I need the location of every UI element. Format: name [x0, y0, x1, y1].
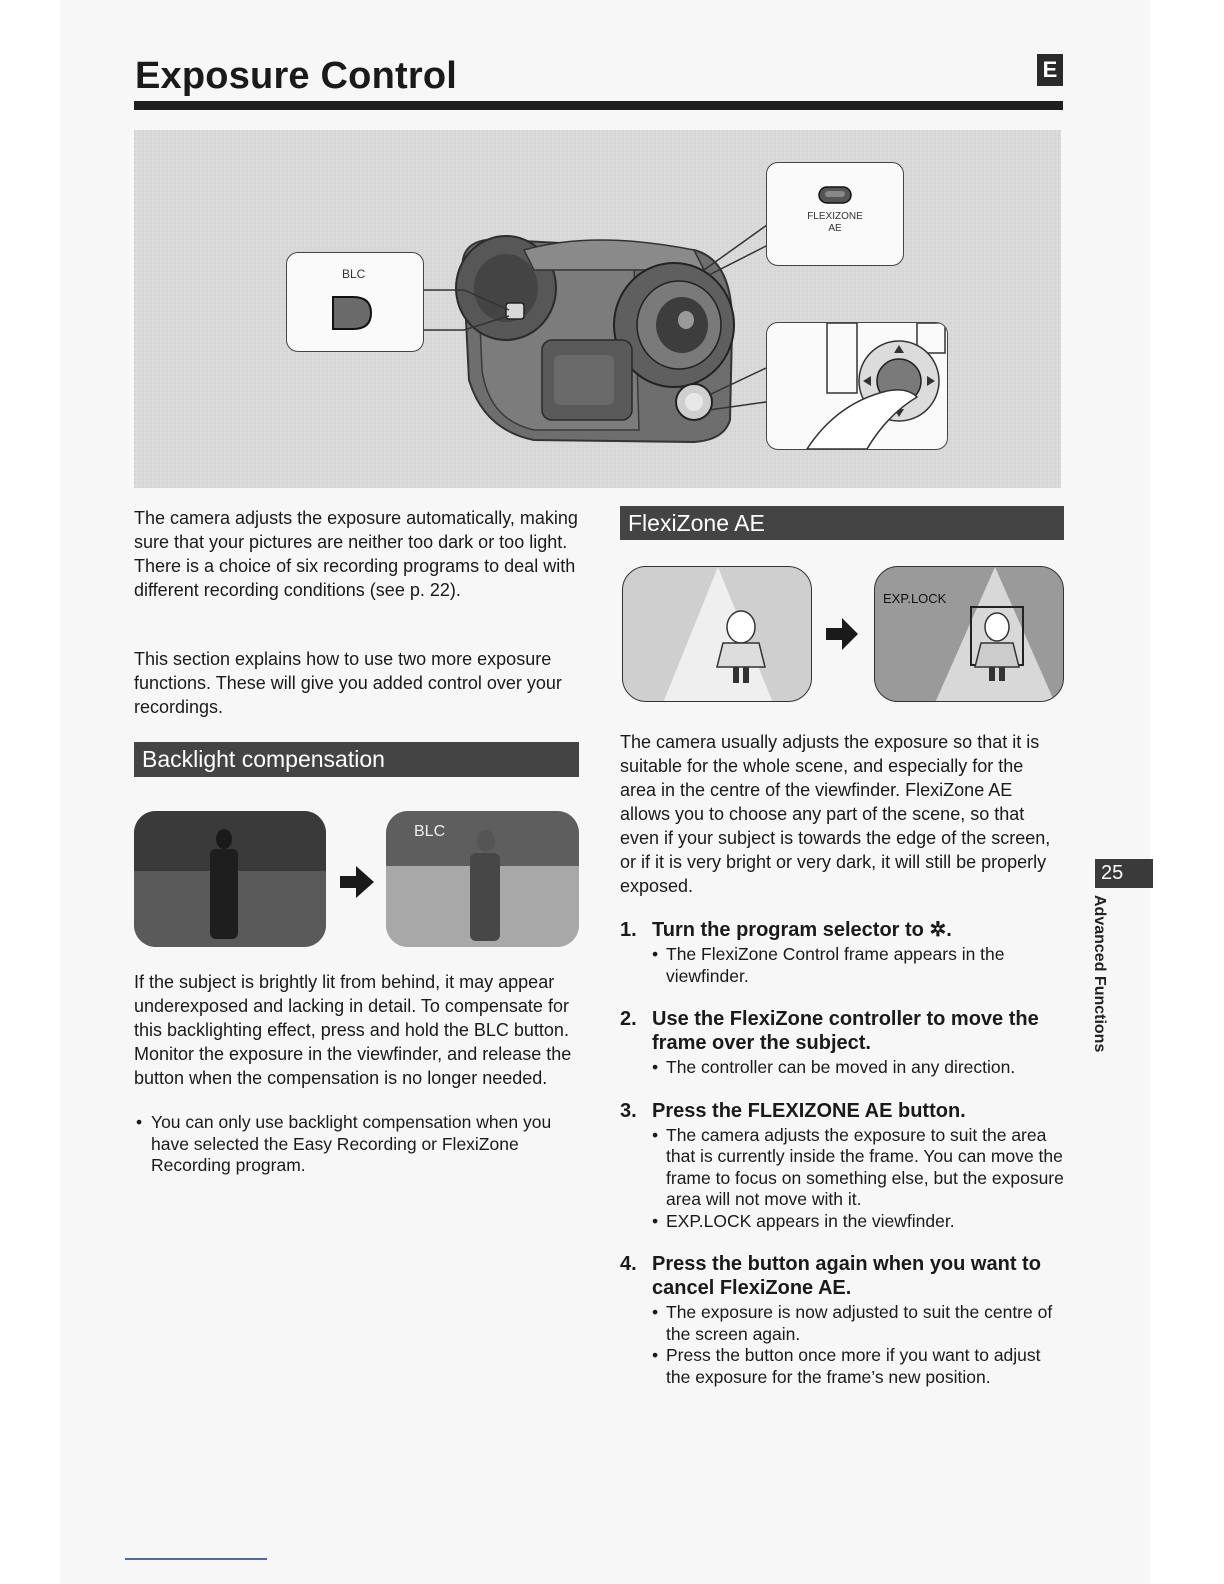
flexizone-callout-label: [807, 211, 863, 235]
step-title: Use the FlexiZone controller to move the frame over the subject.: [652, 1008, 1039, 1054]
camcorder-illustration: [134, 130, 1061, 488]
intro-paragraph-1: The camera adjusts the exposure automatically, making sure that your pictures are neither too dark or too light. There is a choice of six recording programs to deal with different recording conditions (see p. 22).: [134, 508, 578, 600]
blc-indicator: BLC: [414, 823, 446, 840]
section-side-label-text: Advanced Functions: [1091, 895, 1108, 1053]
step-bullet-text: The FlexiZone Control frame appears in the viewfinder.: [666, 944, 1005, 986]
step-3: [620, 1099, 1064, 1233]
flexizone-after-image: [875, 567, 1064, 702]
step-number: 2.: [620, 1008, 637, 1030]
step-title: Press the FLEXIZONE AE button.: [652, 1099, 966, 1122]
arrow-right-icon: [826, 618, 860, 650]
bullet-dot: •: [652, 1345, 659, 1365]
bullet-dot: •: [136, 1112, 143, 1132]
flexizone-section-heading: FlexiZone AE: [620, 506, 1064, 540]
step-number: 1.: [620, 919, 637, 941]
blc-callout: [286, 252, 424, 352]
step-2: [620, 1007, 1064, 1079]
flexizone-label-line2: AE: [828, 223, 842, 234]
flexizone-before-frame: [622, 566, 812, 702]
blc-button-icon: [329, 293, 377, 333]
backlight-body: If the subject is brightly lit from behind, it may appear underexposed and lacking in detail. To compensate for this backlighting effect, press and hold the BLC button. Monitor the exposure in the viewfinder, and release the button when the compensation is no longer needed.: [134, 972, 572, 1088]
footer-line: [125, 1558, 267, 1560]
flexizone-body: The camera usually adjusts the exposure so that it is suitable for the whole scene, and especially for the area in the centre of the viewfinder. FlexiZone AE allows you to choose any part of the scene, so that even if your subject is towards the edge of the screen, or if it is very bright or very dark, it will still be properly exposed.: [620, 732, 1051, 896]
title-rule: [134, 101, 1063, 110]
page-number-tab: 25: [1095, 859, 1153, 888]
bullet-dot: •: [652, 944, 659, 964]
controller-callout: [766, 322, 948, 450]
flexizone-button-icon: [805, 181, 865, 211]
flexizone-controller-icon: [767, 323, 947, 449]
step-number: 4.: [620, 1253, 637, 1275]
step-bullet: [652, 1057, 1064, 1079]
backlight-before-image: [134, 811, 326, 947]
step-bullet-text: The exposure is now adjusted to suit the centre of the screen again.: [666, 1302, 1053, 1344]
arrow-right-icon: [340, 866, 376, 898]
flexizone-before-image: [623, 567, 812, 702]
backlight-bullet: [134, 1112, 574, 1177]
bullet-dot: •: [652, 1124, 659, 1145]
step-bullet: [652, 1211, 1064, 1233]
step-bullet-text: EXP.LOCK appears in the viewfinder.: [666, 1210, 955, 1231]
step-4: [620, 1252, 1064, 1388]
step-bullet-text: The controller can be moved in any direction.: [666, 1057, 1016, 1077]
step-number: 3.: [620, 1099, 637, 1122]
backlight-bullet-text: You can only use backlight compensation when you have selected the Easy Recording or FlexiZone Recording program.: [151, 1112, 552, 1175]
flexizone-steps: [620, 918, 1064, 1388]
backlight-after-photo: [386, 811, 579, 947]
intro-paragraph-2: This section explains how to use two more exposure functions. These will give you added control over your recordings.: [134, 649, 562, 717]
exp-lock-indicator: EXP.LOCK: [883, 591, 947, 606]
section-side-label: [1088, 895, 1112, 1065]
flexizone-label-line1: FLEXIZONE: [807, 211, 863, 222]
step-bullet: [652, 1345, 1064, 1388]
language-badge: E: [1037, 54, 1063, 86]
step-bullet: [652, 1302, 1064, 1345]
backlight-section-heading: Backlight compensation: [134, 742, 579, 777]
step-title: Turn the program selector to ✲.: [652, 919, 952, 941]
blc-callout-label: BLC: [342, 267, 366, 281]
step-title: Press the button again when you want to cancel FlexiZone AE.: [652, 1253, 1041, 1299]
step-bullet-text: The camera adjusts the exposure to suit the area that is currently inside the frame. You can move the frame to focus on something else, but the exposure area will not move with it.: [666, 1124, 1064, 1209]
bullet-dot: •: [652, 1210, 659, 1231]
bullet-dot: •: [652, 1057, 659, 1077]
step-bullet-text: Press the button once more if you want to adjust the exposure for the frame’s new position.: [666, 1345, 1041, 1387]
step-bullet: [652, 1125, 1064, 1211]
backlight-before-photo: [134, 811, 326, 947]
step-1: [620, 918, 1064, 987]
bullet-dot: •: [652, 1302, 659, 1322]
page-title: Exposure Control: [135, 55, 458, 97]
step-bullet: [652, 944, 1064, 987]
flexizone-button-callout: [766, 162, 904, 266]
flexizone-after-frame: [874, 566, 1064, 702]
